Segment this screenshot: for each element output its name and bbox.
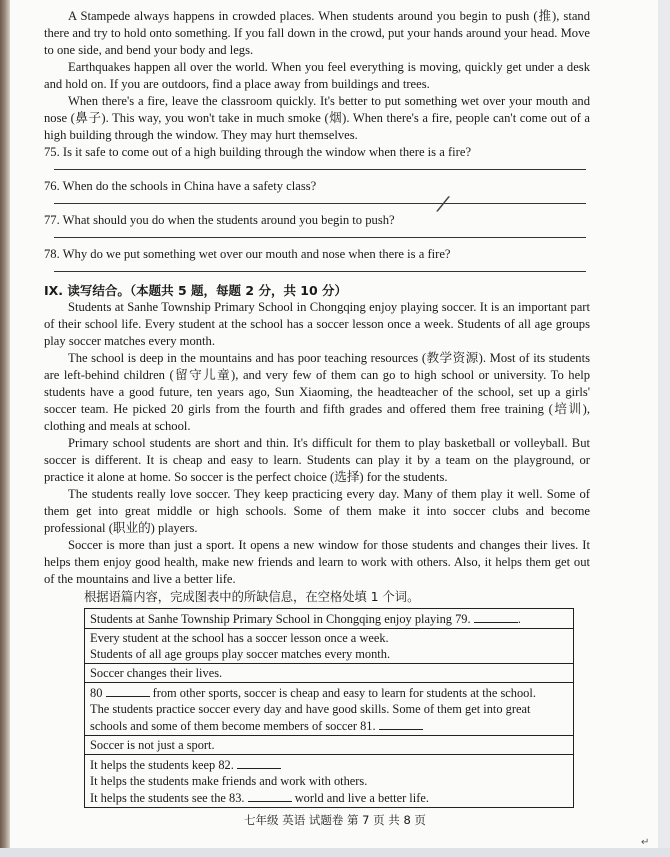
- blank-79[interactable]: [474, 610, 518, 623]
- question-77: [44, 212, 590, 246]
- section-heading: IX. 读写结合。（本题共 5 题，每题 2 分，共 10 分）: [44, 283, 348, 298]
- table-text-82: It helps the students keep 82.: [90, 758, 234, 772]
- question-76-text: 76. When do the schools in China have a safety class?: [44, 179, 317, 193]
- question-78: [44, 246, 590, 280]
- paragraph-return-icon: ↵: [641, 837, 650, 848]
- table-text-80: from other sports, soccer is cheap and easy to learn for students at the school.: [152, 686, 536, 700]
- table-cell-79: [85, 609, 574, 629]
- answer-line-76[interactable]: [54, 203, 586, 204]
- table-cell-82-83: [85, 755, 574, 808]
- table-row: [85, 755, 574, 808]
- table-text-83-end: world and live a better life.: [294, 791, 429, 805]
- answer-line-78[interactable]: [54, 271, 586, 272]
- handwritten-check-mark: ⁄: [439, 192, 447, 219]
- table-text-79: Students at Sanhe Township Primary School in Chongqing enjoy playing 79.: [90, 612, 471, 626]
- table-row: [85, 683, 574, 736]
- table-instruction: 根据语篇内容，完成图表中的所缺信息，在空格处填 1 个词。: [84, 590, 420, 604]
- reading-paragraph-2: The school is deep in the mountains and has poor teaching resources (教学资源). Most of its students are left-behind children (留守儿童), and very few of them can go to high school or university. To help students have a good future, ten years ago, Sun Xiaoming, the headteacher of the school, set up a girls' soccer team. He picked 20 girls from the fourth and fifth grades and offered them free training (培训), clothing and meals at school.: [44, 351, 590, 433]
- question-75-text: 75. Is it safe to come out of a high building through the window when there is a fire?: [44, 145, 472, 159]
- reading-paragraph-4: The students really love soccer. They keep practicing every day. Many of them play it well. Some of them get into great middle or high schools. Some of them make it into soccer clubs and become professional (职业的) players.: [44, 487, 590, 535]
- bottom-strip: [0, 848, 670, 857]
- reading-paragraph-1: Students at Sanhe Township Primary School in Chongqing enjoy playing soccer. It is an important part of their school life. Every student at the school has a soccer lesson once a week. Students of all age groups play soccer matches every month.: [44, 300, 590, 348]
- passage-paragraph-fire: When there's a fire, leave the classroom quickly. It's better to put something wet over your mouth and nose (鼻子). This way, you won't take in much smoke (烟). When there's a fire, people can't come out of a high building through the window. They may hurt themselves.: [44, 94, 590, 142]
- page-content: [44, 8, 590, 808]
- question-77-text: 77. What should you do when the students around you begin to push?: [44, 213, 395, 227]
- question-78-text: 78. Why do we put something wet over our mouth and nose when there is a fire?: [44, 247, 451, 261]
- reading-paragraph-3: Primary school students are short and thin. It's difficult for them to play basketball or volleyball. But soccer is different. It is cheap and easy to learn. Students can play it by a team on the playground, or practice it alone at home. So soccer is the perfect choice (选择) for the students.: [44, 436, 590, 484]
- table-cell-changes: Soccer changes their lives.: [85, 664, 574, 683]
- table-row: [85, 736, 574, 755]
- table-text-83: It helps the students see the 83.: [90, 791, 245, 805]
- blank-83[interactable]: [248, 789, 292, 802]
- table-cell-sport: Soccer is not just a sport.: [85, 736, 574, 755]
- table-row: [85, 664, 574, 683]
- table-text-79-end: .: [517, 612, 521, 626]
- table-text-matches: Students of all age groups play soccer matches every month.: [90, 647, 391, 661]
- reading-paragraph-5: Soccer is more than just a sport. It opens a new window for those students and changes their lives. It helps them enjoy good health, make new friends and learn to work with others. Also, it helps them get out of the mountains and live a better life.: [44, 538, 590, 586]
- passage-paragraph-earthquake: Earthquakes happen all over the world. When you feel everything is moving, quickly get under a desk and hold on. If you are outdoors, find a place away from buildings and trees.: [44, 60, 590, 91]
- info-chart-table: [84, 608, 574, 808]
- table-text-81: The students practice soccer every day and have good skills. Some of them get into great schools and some of them become members of soccer 81.: [90, 702, 531, 733]
- table-row: [85, 629, 574, 664]
- question-75: [44, 144, 590, 178]
- table-num-80: 80: [90, 686, 103, 700]
- book-spine-shadow: [0, 0, 10, 857]
- blank-82[interactable]: [237, 756, 281, 769]
- blank-80[interactable]: [106, 684, 150, 697]
- blank-81[interactable]: [379, 717, 423, 730]
- table-text-lesson: Every student at the school has a soccer lesson once a week.: [90, 631, 389, 645]
- answer-line-77[interactable]: [54, 237, 586, 238]
- answer-line-75[interactable]: [54, 169, 586, 170]
- table-cell-lessons: [85, 629, 574, 664]
- question-76: [44, 178, 590, 212]
- passage-paragraph-stampede: A Stampede always happens in crowded places. When students around you begin to push (推), stand there and try to hold onto something. If you fall down in the crowd, put your hands around your head. Move to one side, and bend your body and legs.: [44, 9, 590, 57]
- table-row: [85, 609, 574, 629]
- page-footer: 七年级 英语 试题卷 第 7 页 共 8 页: [244, 813, 426, 827]
- table-text-friends: It helps the students make friends and work with others.: [90, 774, 368, 788]
- table-cell-80-81: [85, 683, 574, 736]
